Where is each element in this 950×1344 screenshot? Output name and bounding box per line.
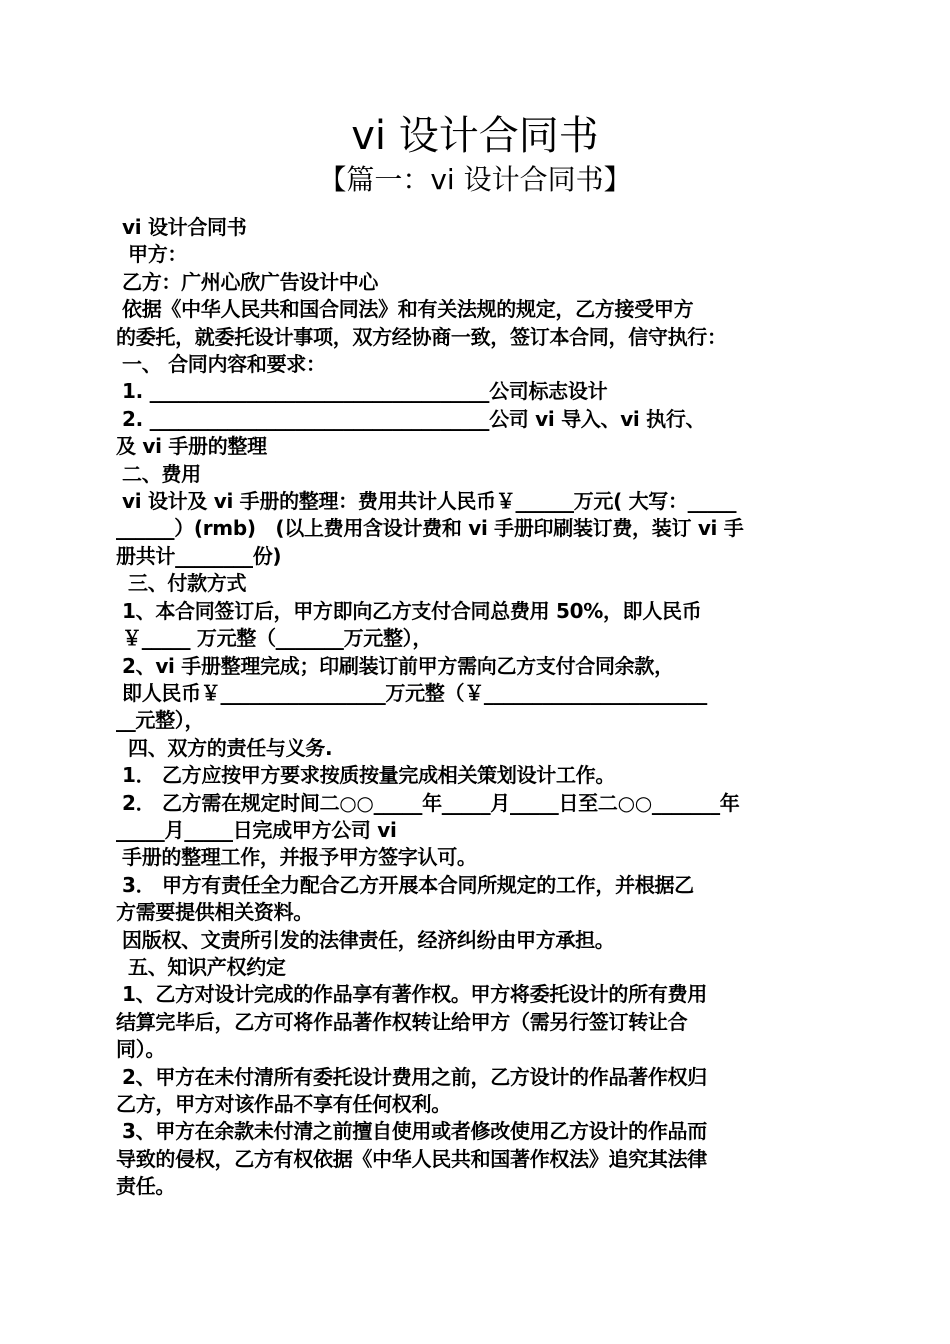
- clause-line: 3． 甲方有责任全力配合乙方开展本合同所规定的工作，并根据乙: [122, 872, 694, 897]
- party-b-line: 乙方：广州心欣广告设计中心: [122, 269, 379, 294]
- clause-line: 手册的整理工作，并报予甲方签字认可。: [122, 845, 477, 870]
- document-title: vi 设计合同书: [351, 113, 599, 159]
- clause-line: __元整），: [116, 708, 205, 733]
- clause-line: 3、甲方在余款未付清之前擅自使用或者修改使用乙方设计的作品而: [122, 1119, 707, 1144]
- section-heading: 一、 合同内容和要求：: [122, 352, 326, 377]
- party-a-line: 甲方：: [128, 242, 188, 267]
- clause-line: 1、乙方对设计完成的作品享有著作权。甲方将委托设计的所有费用: [122, 982, 707, 1007]
- clause-line: 同）。: [116, 1037, 166, 1062]
- intro-line: 依据《中华人民共和国合同法》和有关法规的规定，乙方接受甲方: [122, 297, 694, 322]
- clause-line: 责任。: [116, 1174, 176, 1199]
- clause-line: 结算完毕后，乙方可将作品著作权转让给甲方（需另行签订转让合: [116, 1009, 688, 1034]
- section-heading: 三、付款方式: [128, 571, 247, 596]
- section-heading: 五、知识产权约定: [128, 954, 286, 979]
- document-subtitle: 【篇一：vi 设计合同书】: [318, 163, 632, 196]
- section-heading: 二、费用: [122, 461, 201, 486]
- clause-line: 2、vi 手册整理完成；印刷装订前甲方需向乙方支付合同余款，: [122, 653, 674, 678]
- clause-line: ______）(rmb) (以上费用含设计费和 vi 手册印刷装订费，装订 vi 手: [116, 516, 744, 541]
- clause-line: 1. ___________________________________公司标志设计: [122, 379, 608, 404]
- clause-line: 即人民币￥_________________万元整（￥_______________________: [122, 680, 708, 705]
- clause-line: 2、甲方在未付清所有委托设计费用之前，乙方设计的作品著作权归: [122, 1064, 707, 1089]
- section-heading: 四、双方的责任与义务.: [128, 735, 333, 760]
- clause-line: _____月_____日完成甲方公司 vi: [116, 817, 397, 842]
- clause-line: vi 设计及 vi 手册的整理：费用共计人民币￥______万元( 大写：_____: [122, 489, 737, 514]
- clause-line: 因版权、文责所引发的法律责任，经济纠纷由甲方承担。: [122, 927, 615, 952]
- clause-line: 2. ___________________________________公司 vi 导入、vi 执行、: [122, 406, 706, 431]
- clause-line: 乙方，甲方对该作品不享有任何权利。: [116, 1092, 451, 1116]
- clause-line: 册共计________份): [116, 543, 282, 568]
- clause-line: 1、本合同签订后，甲方即向乙方支付合同总费用 50%，即人民币: [122, 598, 702, 623]
- contract-heading: vi 设计合同书: [122, 215, 247, 239]
- clause-line: 2． 乙方需在规定时间二○○_____年_____月_____日至二○○_______年: [122, 790, 740, 815]
- clause-line: 及 vi 手册的整理: [116, 434, 267, 459]
- clause-line: 导致的侵权，乙方有权依据《中华人民共和国著作权法》追究其法律: [116, 1146, 707, 1171]
- clause-line: 1． 乙方应按甲方要求按质按量完成相关策划设计工作。: [122, 763, 616, 788]
- intro-line: 的委托，就委托设计事项，双方经协商一致，签订本合同，信守执行：: [116, 324, 727, 349]
- clause-line: ￥_____ 万元整（_______万元整），: [122, 626, 433, 651]
- contract-body: [116, 214, 838, 1201]
- clause-line: 方需要提供相关资料。: [116, 900, 313, 925]
